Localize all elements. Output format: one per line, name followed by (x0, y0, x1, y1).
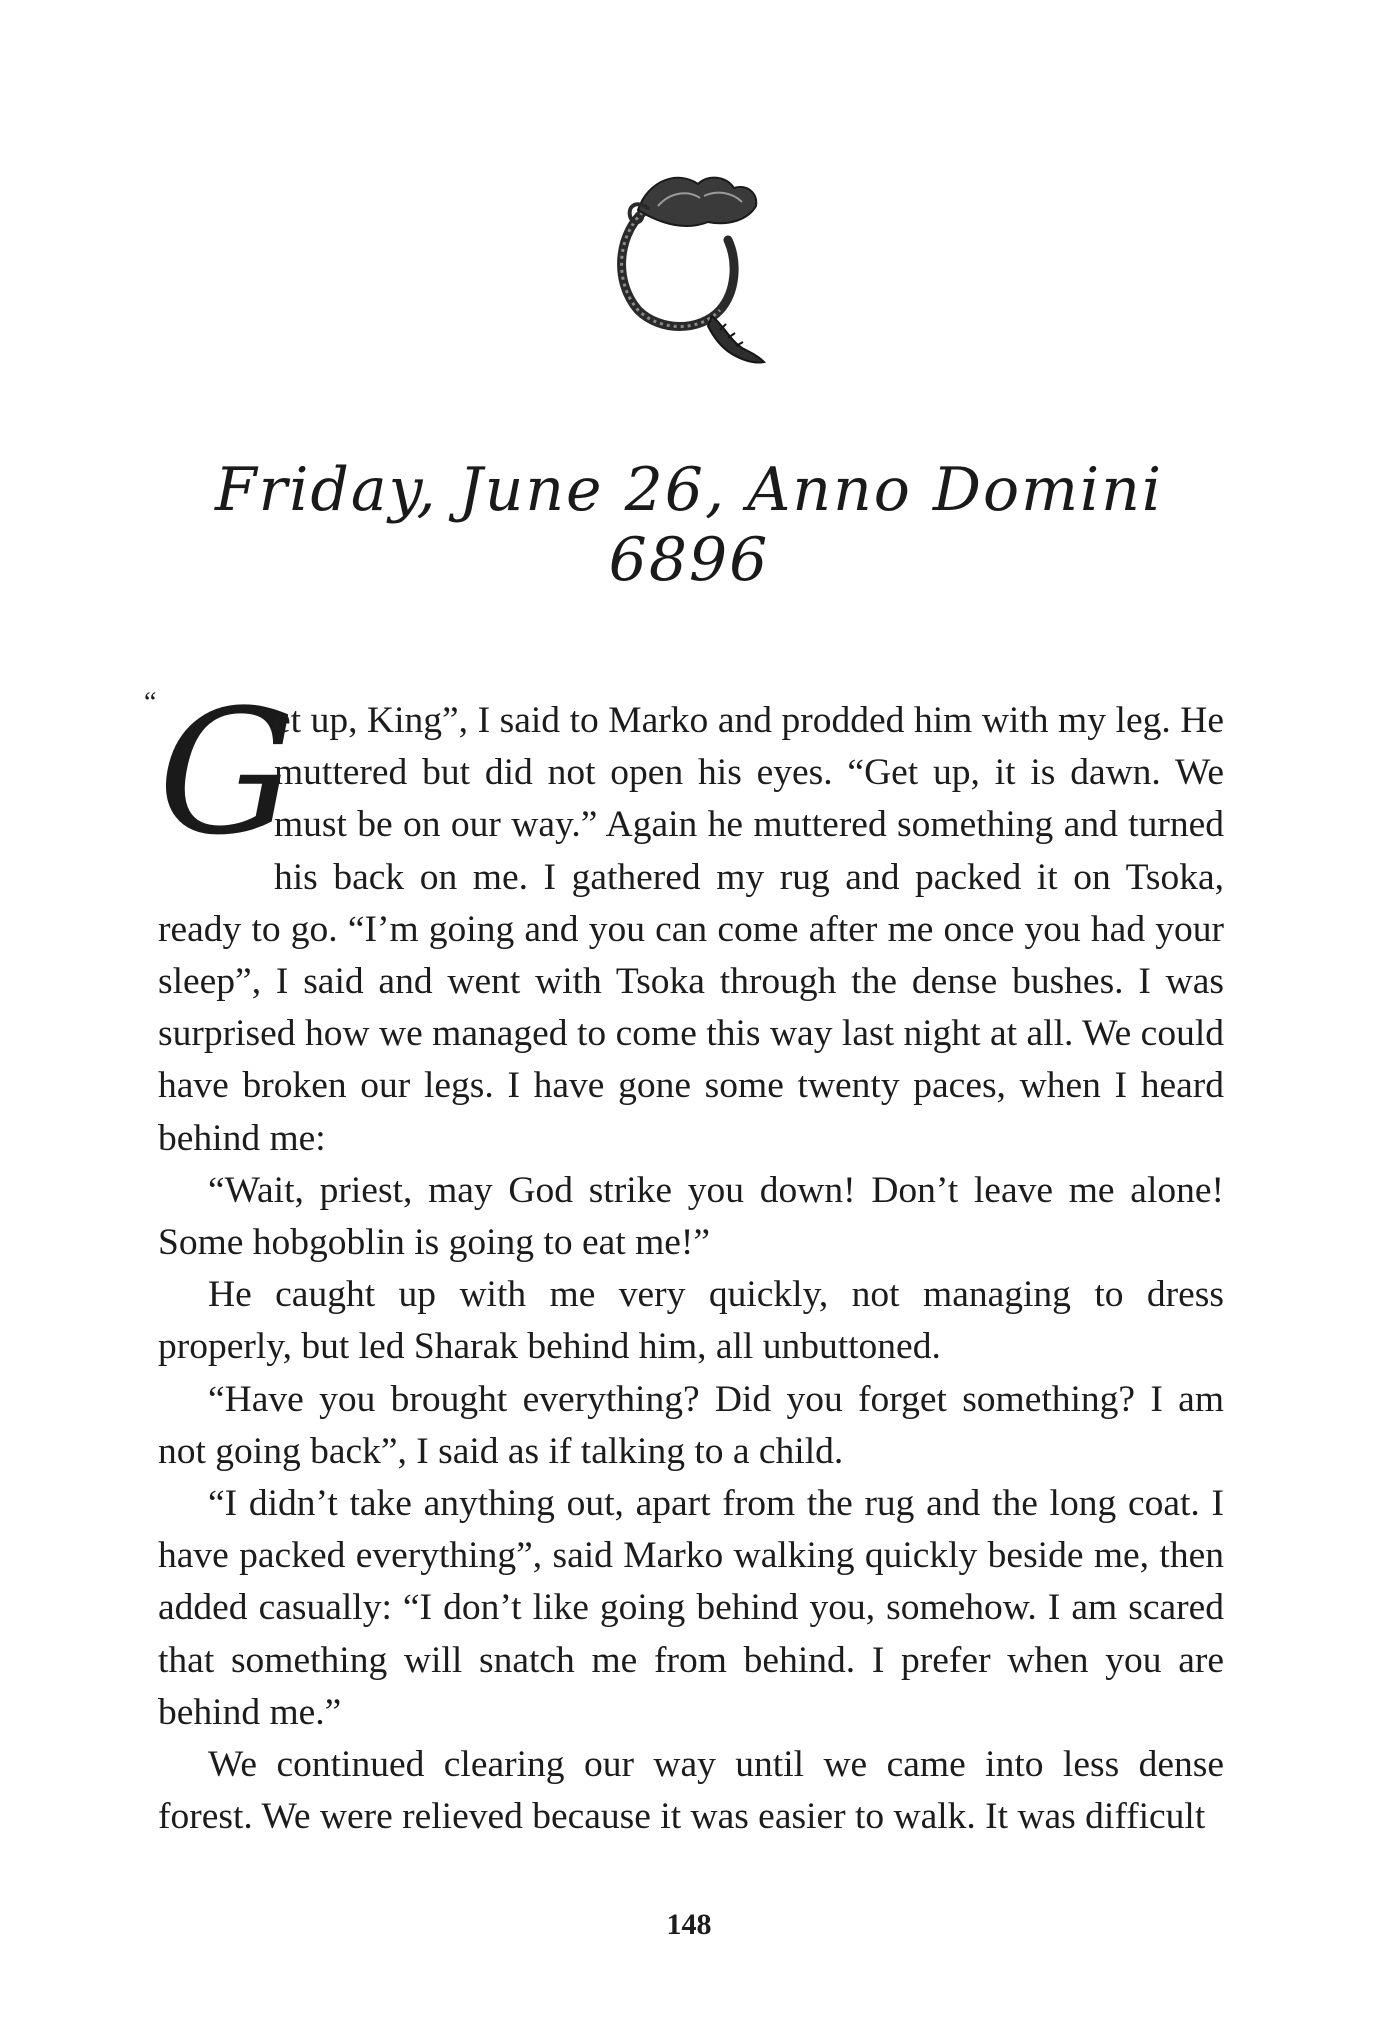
drop-cap: G (158, 672, 296, 873)
opening-quote-mark: “ (144, 687, 157, 718)
paragraph: “Have you brought everything? Did you forget something? I am not going back”, I said as if talking to a child. (158, 1378, 1224, 1472)
chapter-title: Friday, June 26, Anno Domini 6896 (214, 455, 1164, 595)
paragraph: “I didn’t take anything out, apart from the rug and the long coat. I have packed everything”, said Marko walking quickly beside me, then added casually: “I don’t like going behind you, somehow. I am scared that something will snatch me from behind. I prefer when you are behind me.” (158, 1483, 1224, 1733)
paragraph-text: et up, King”, I said to Marko and prodded him with my leg. He muttered but did not open his eyes. “Get up, it is dawn. We must be on our way.” Again he muttered something and turned his back on me. I gathered my rug and packed it on Tsoka, ready to go. “I’m going and you can come after me once you had your sleep”, I said and went with Tsoka through the dense bushes. I was surprised how we managed to come this way last night at all. We could have broken our legs. I have gone some twenty paces, when I heard behind me: (158, 700, 1224, 1159)
paragraph: He caught up with me very quickly, not managing to dress properly, but led Sharak behind him, all unbuttoned. (158, 1274, 1224, 1368)
body-text (144, 672, 1224, 1843)
paragraph (158, 672, 1224, 1165)
page-number: 148 (666, 1908, 712, 1941)
dragon-letter-q-icon (608, 170, 768, 370)
paragraph: “Wait, priest, may God strike you down! Don’t leave me alone! Some hobgoblin is going to eat me!” (158, 1169, 1224, 1264)
paragraph: We continued clearing our way until we came into less dense forest. We were relieved because it was easier to walk. It was difficult (158, 1744, 1224, 1838)
